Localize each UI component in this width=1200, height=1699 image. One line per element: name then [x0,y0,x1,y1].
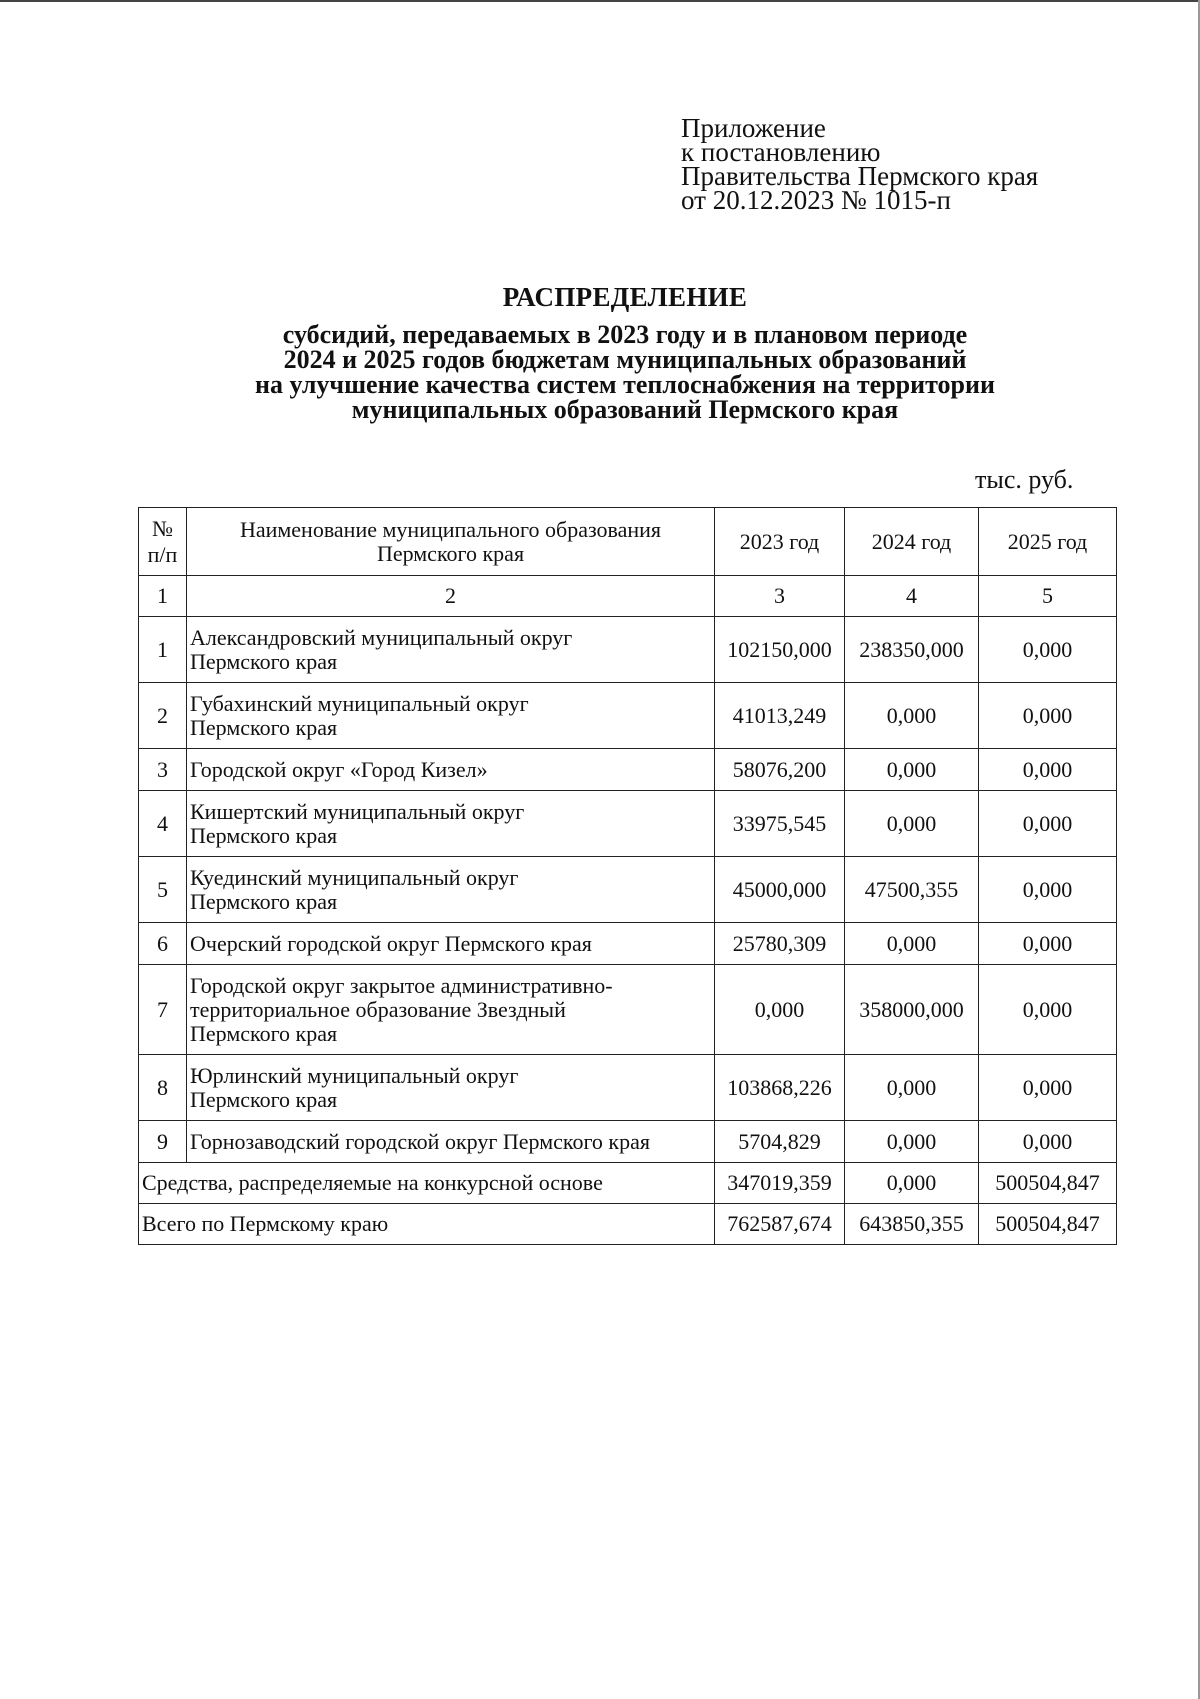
row-2023: 0,000 [715,965,845,1055]
row-2023: 41013,249 [715,683,845,749]
row-name [187,1055,715,1121]
table-row [139,1121,1117,1163]
column-number: 5 [979,576,1117,617]
row-2023: 58076,200 [715,749,845,791]
row-name-line: Александровский муниципальный округ [190,624,573,650]
distribution-table [138,507,1117,1245]
row-2024: 358000,000 [845,965,979,1055]
row-name-line: Горнозаводский городской округ Пермского края [190,1128,651,1154]
row-2025: 0,000 [979,749,1117,791]
table-row [139,749,1117,791]
table-header-row [139,508,1117,576]
row-name [187,965,715,1055]
row-2023: 33975,545 [715,791,845,857]
row-num: 3 [139,749,187,791]
row-2024: 0,000 [845,1055,979,1121]
row-num: 2 [139,683,187,749]
row-name [187,1121,715,1163]
row-2024: 0,000 [845,791,979,857]
row-name-line: территориальное образование Звездный [190,996,566,1022]
row-2023: 102150,000 [715,617,845,683]
total-2025: 500504,847 [979,1204,1117,1245]
row-2025: 0,000 [979,791,1117,857]
row-2025: 0,000 [979,923,1117,965]
subtitle-line: 2024 и 2025 годов бюджетам муниципальных образований [283,345,967,374]
row-name-line: Городской округ закрытое административно- [190,972,613,998]
row-2024: 238350,000 [845,617,979,683]
row-name-line: Пермского края [190,1086,338,1112]
row-num: 1 [139,617,187,683]
row-num: 8 [139,1055,187,1121]
row-name [187,683,715,749]
header-2023: 2023 год [715,508,845,576]
row-name-line: Пермского края [190,1020,338,1046]
row-2023: 103868,226 [715,1055,845,1121]
document-subtitle [0,322,1200,422]
row-num: 9 [139,1121,187,1163]
competitive-row [139,1163,1117,1204]
row-2024: 0,000 [845,1121,979,1163]
appendix-line: Приложение [681,113,826,143]
row-name-line: Пермского края [190,648,338,674]
header-2024: 2024 год [845,508,979,576]
header-2025: 2025 год [979,508,1117,576]
row-2024: 0,000 [845,683,979,749]
column-number: 4 [845,576,979,617]
row-name-line: Куединский муниципальный округ [190,864,519,890]
row-name [187,923,715,965]
row-2023: 25780,309 [715,923,845,965]
table-row [139,965,1117,1055]
row-2025: 0,000 [979,617,1117,683]
column-number: 1 [139,576,187,617]
row-name-line: Кишертский муниципальный округ [190,798,525,824]
column-number-row [139,576,1117,617]
total-row [139,1204,1117,1245]
row-name-line: Пермского края [190,714,338,740]
document-title: РАСПРЕДЕЛЕНИЕ [502,282,748,312]
row-2023: 5704,829 [715,1121,845,1163]
row-name [187,791,715,857]
row-2025: 0,000 [979,683,1117,749]
competitive-2023: 347019,359 [715,1163,845,1204]
subtitle-line: муниципальных образований Пермского края [351,395,899,424]
row-2025: 0,000 [979,1121,1117,1163]
total-2024: 643850,355 [845,1204,979,1245]
column-number: 2 [187,576,715,617]
row-2024: 0,000 [845,749,979,791]
total-2023: 762587,674 [715,1204,845,1245]
header-num: № п/п [139,508,187,576]
row-name-line: Городской округ «Город Кизел» [190,756,488,782]
row-name [187,749,715,791]
row-name-line: Очерский городской округ Пермского края [190,930,592,956]
row-num: 6 [139,923,187,965]
scan-edge-top [0,0,1200,2]
header-name: Наименование муниципального образования Пермского края [187,508,715,576]
row-2025: 0,000 [979,965,1117,1055]
column-number: 3 [715,576,845,617]
table-row [139,617,1117,683]
table-row [139,923,1117,965]
row-num: 4 [139,791,187,857]
competitive-2025: 500504,847 [979,1163,1117,1204]
subtitle-line: на улучшение качества систем теплоснабжения на территории [255,370,995,399]
table-row [139,857,1117,923]
appendix-line: Правительства Пермского края [681,161,1039,191]
row-name-line: Губахинский муниципальный округ [190,690,529,716]
subtitle-line: субсидий, передаваемых в 2023 году и в плановом периоде [282,320,968,349]
row-2025: 0,000 [979,857,1117,923]
table-row [139,791,1117,857]
row-name-line: Пермского края [190,822,338,848]
row-2023: 45000,000 [715,857,845,923]
row-2025: 0,000 [979,1055,1117,1121]
appendix-header [681,113,1039,215]
row-2024: 47500,355 [845,857,979,923]
appendix-line: к постановлению [681,137,881,167]
competitive-2024: 0,000 [845,1163,979,1204]
row-name-line: Юрлинский муниципальный округ [190,1062,519,1088]
table-row [139,683,1117,749]
appendix-line: от 20.12.2023 № 1015-п [681,185,951,215]
row-name-line: Пермского края [190,888,338,914]
total-label: Всего по Пермскому краю [139,1204,715,1245]
row-num: 5 [139,857,187,923]
competitive-label: Средства, распределяемые на конкурсной основе [139,1163,715,1204]
row-name [187,617,715,683]
row-num: 7 [139,965,187,1055]
row-name [187,857,715,923]
row-2024: 0,000 [845,923,979,965]
units-label: тыс. руб. [975,465,1074,494]
table-row [139,1055,1117,1121]
